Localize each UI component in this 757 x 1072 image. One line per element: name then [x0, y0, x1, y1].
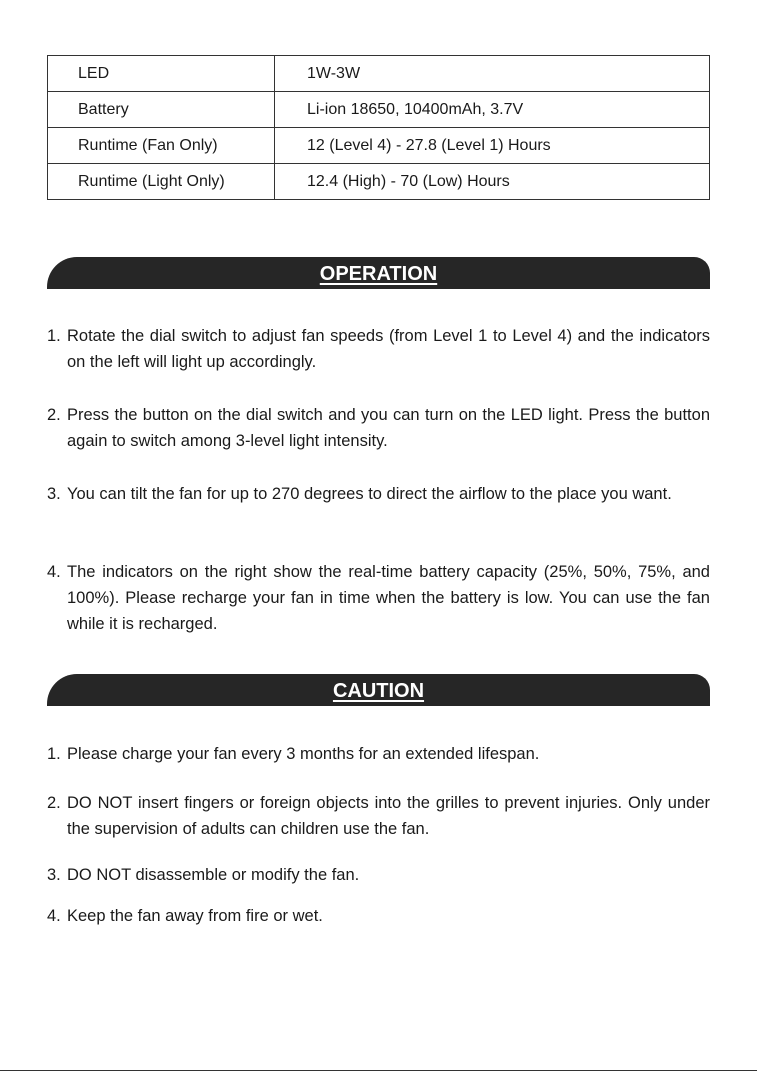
item-text: Press the button on the dial switch and you can turn on the LED light. Press the button again to switch among 3-level light intensity. — [67, 406, 710, 450]
spec-row-led — [48, 56, 710, 92]
item-text: DO NOT insert fingers or foreign objects into the grilles to prevent injuries. Only under the supervision of adults can children use the fan. — [67, 794, 710, 838]
page-bottom-rule — [0, 1070, 757, 1071]
operation-heading — [47, 257, 710, 289]
list-item — [47, 323, 710, 375]
item-number: 3. — [47, 866, 61, 884]
item-text: DO NOT disassemble or modify the fan. — [67, 866, 360, 884]
list-item — [47, 402, 710, 454]
item-text: Keep the fan away from fire or wet. — [67, 907, 323, 925]
item-number: 1. — [47, 327, 61, 345]
caution-title: CAUTION — [332, 680, 425, 702]
operation-title: OPERATION — [319, 263, 438, 285]
list-item — [47, 481, 710, 507]
spec-row-runtime-light — [48, 164, 710, 200]
list-item — [47, 862, 710, 888]
spec-value: 12 (Level 4) - 27.8 (Level 1) Hours — [275, 128, 710, 164]
item-number: 1. — [47, 745, 61, 763]
item-text: Rotate the dial switch to adjust fan speeds (from Level 1 to Level 4) and the indicators on the left will light up accordingly. — [67, 327, 710, 371]
spec-value: Li-ion 18650, 10400mAh, 3.7V — [275, 92, 710, 128]
item-text: The indicators on the right show the real-time battery capacity (25%, 50%, 75%, and 100%). Please recharge your fan in time when the battery is low. You can use the fan while it is recharged. — [67, 563, 710, 633]
spec-row-runtime-fan — [48, 128, 710, 164]
item-text: Please charge your fan every 3 months for an extended lifespan. — [67, 745, 540, 763]
spec-label: Battery — [48, 92, 275, 128]
caution-heading — [47, 674, 710, 706]
spec-row-battery — [48, 92, 710, 128]
spec-label: LED — [48, 56, 275, 92]
spec-value: 1W-3W — [275, 56, 710, 92]
item-number: 3. — [47, 485, 61, 503]
item-number: 2. — [47, 794, 61, 812]
spec-label: Runtime (Light Only) — [48, 164, 275, 200]
list-item — [47, 790, 710, 842]
item-number: 4. — [47, 563, 61, 581]
list-item — [47, 903, 710, 929]
list-item — [47, 741, 710, 767]
spec-table — [47, 55, 710, 200]
list-item — [47, 559, 710, 637]
spec-label: Runtime (Fan Only) — [48, 128, 275, 164]
item-number: 4. — [47, 907, 61, 925]
item-text: You can tilt the fan for up to 270 degrees to direct the airflow to the place you want. — [67, 485, 672, 503]
spec-value: 12.4 (High) - 70 (Low) Hours — [275, 164, 710, 200]
item-number: 2. — [47, 406, 61, 424]
